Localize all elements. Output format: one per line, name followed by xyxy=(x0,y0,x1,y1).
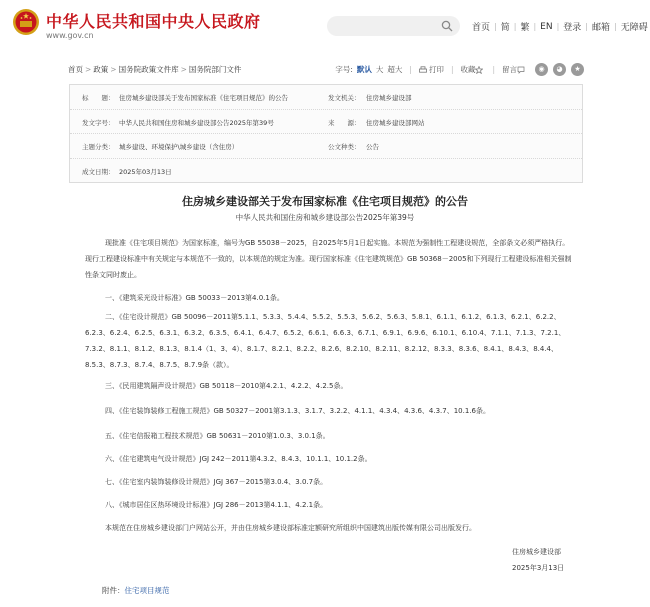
article-item-2: 二、《住宅设计规范》GB 50096－2011第5.1.1、5.3.3、5.4.4、5.5.2、5.5.3、5.6.2、5.6.3、5.8.1、6.1.1、6.1.2、6.1.3、6.2.1、6.2.2、6.2.3、6.2.4、6.2.5、6.3.1、6.3.2、6.3.5、6.4.1、6.4.7、6.5.2、6.6.1、6.6.3、6.7.1、6.9.1、6.9.6、6.10.1、6.10.4、7.1.1、7.1.3、7.2.1、7.3.2、8.1.1、8.1.2、8.1.3、8.1.4（1、3、4）、8.1.7、8.2.1、8.2.2、8.2.6、8.2.10、8.2.11、8.2.12、8.3.3、8.3.6、8.4.1、8.4.3、8.4.4、8.5.3、8.7.3、8.7.4、8.7.5、8.7.9条（款）。 xyxy=(85,313,566,369)
article-subtitle: 中华人民共和国住房和城乡建设部公告2025年第39号 xyxy=(235,213,415,222)
print-label: 打印 xyxy=(428,64,444,74)
breadcrumb: 首页 > 政策 > 国务院政策文件库 > 国务院部门文件 xyxy=(68,64,242,74)
attachment-link[interactable]: 住宅项目规范 xyxy=(124,586,170,595)
info-date-value: 2025年03月13日 xyxy=(119,167,172,176)
site-url: www.gov.cn xyxy=(46,31,94,40)
search-icon[interactable] xyxy=(441,20,453,32)
nav-login[interactable]: 登录 xyxy=(563,23,582,33)
weibo-share-icon[interactable]: ◉ xyxy=(535,63,548,76)
nav-traditional[interactable]: 繁 xyxy=(520,23,530,33)
article-item-5: 五、《住宅信报箱工程技术规范》GB 50631－2010第1.0.3、3.0.1条。 xyxy=(105,432,330,440)
info-type-label: 公文种类： xyxy=(328,143,361,151)
favorite-label: 收藏 xyxy=(460,64,476,74)
info-issuer-value: 住房城乡建设部 xyxy=(366,94,412,102)
comment-button[interactable] xyxy=(500,64,529,75)
nav-home[interactable]: 首页 xyxy=(472,23,491,33)
signature-org: 住房城乡建设部 xyxy=(512,548,561,556)
nav-english[interactable]: EN xyxy=(540,21,553,32)
info-topic-value: 城乡建设、环境保护\城乡建设（含住房） xyxy=(119,143,239,151)
top-nav: 首页 | 简 | 繁 | EN | 登录 | 邮箱 | 无障碍 xyxy=(468,20,650,33)
site-header xyxy=(0,0,650,46)
breadcrumb-policy[interactable]: 政策 xyxy=(93,64,109,74)
breadcrumb-department-docs[interactable]: 国务院部门文件 xyxy=(188,64,242,74)
article-item-1: 一、《建筑采光设计标准》GB 50033－2013第4.0.1条。 xyxy=(105,294,284,302)
article-item-4: 四、《住宅装饰装修工程施工规范》GB 50327－2001第3.1.3、3.1.7、3.2.2、4.1.1、4.3.4、4.3.6、4.3.7、10.1.6条。 xyxy=(105,407,490,415)
favorite-button[interactable] xyxy=(458,64,487,75)
info-date-label: 成文日期： xyxy=(82,167,115,176)
comment-icon xyxy=(517,66,525,74)
info-row-title xyxy=(70,85,582,110)
article-item-3: 三、《民用建筑隔声设计规范》GB 50118－2010第4.2.1、4.2.2、4.2.5条。 xyxy=(105,382,348,390)
attachment xyxy=(102,585,170,596)
comment-label: 留言 xyxy=(502,64,517,74)
font-size-default[interactable]: 默认 xyxy=(356,64,372,74)
site-title[interactable]: 中华人民共和国中央人民政府 xyxy=(46,12,261,31)
share-buttons xyxy=(535,63,584,76)
info-title-label: 标 题： xyxy=(82,94,115,102)
article-item-6: 六、《住宅建筑电气设计规范》JGJ 242－2011第4.3.2、8.4.3、10.1.1、10.1.2条。 xyxy=(105,455,372,463)
nav-mail[interactable]: 邮箱 xyxy=(592,23,611,33)
nav-accessibility[interactable]: 无障碍 xyxy=(620,23,648,33)
info-docno-value: 中华人民共和国住房和城乡建设部公告2025年第39号 xyxy=(119,118,274,127)
wechat-share-icon[interactable]: ◕ xyxy=(553,63,566,76)
article-paragraph-intro: 现批准《住宅项目规范》为国家标准，编号为GB 55038－2025，自2025年5月1日起实施。本规范为强制性工程建设规范，全部条文必须严格执行。现行工程建设标准中有关规定与本规范不一致的，以本规范的规定为准。现行国家标准《住宅建筑规范》GB 50368－2005和下列现行工程建设标准相关强制性条文同时废止。 xyxy=(85,239,572,279)
article-item-7: 七、《住宅室内装饰装修设计规范》JGJ 367－2015第3.0.4、3.0.7条。 xyxy=(105,478,328,486)
font-size-label: 字号: xyxy=(335,64,353,74)
print-icon xyxy=(419,66,427,74)
info-row-date xyxy=(70,159,582,184)
info-docno-label: 发文字号： xyxy=(82,118,115,127)
qzone-share-icon[interactable]: ★ xyxy=(571,63,584,76)
breadcrumb-policy-library[interactable]: 国务院政策文件库 xyxy=(118,64,179,74)
attachment-label: 附件： xyxy=(102,586,125,595)
article-paragraph-publish: 本规范在住房城乡建设部门户网站公开，并由住房城乡建设部标准定额研究所组织中国建筑出版传媒有限公司出版发行。 xyxy=(105,524,476,532)
star-icon xyxy=(475,66,483,74)
info-source-label: 来 源： xyxy=(328,118,361,127)
article-tools: 字号: 默认 大 超大 | 打印 | 收藏 | 留言 ◉ ◕ ★ xyxy=(333,58,584,80)
info-topic-label: 主题分类： xyxy=(82,143,115,151)
article-item-8: 八、《城市居住区热环境设计标准》JGJ 286－2013第4.1.1、4.2.1条。 xyxy=(105,501,328,509)
national-emblem-icon[interactable] xyxy=(12,8,40,36)
info-type-value: 公告 xyxy=(366,143,379,151)
print-button[interactable] xyxy=(417,64,446,75)
font-size-xlarge[interactable]: 超大 xyxy=(387,64,403,74)
nav-simplified[interactable]: 简 xyxy=(500,23,510,33)
info-issuer-label: 发文机关： xyxy=(328,94,361,102)
font-size-large[interactable]: 大 xyxy=(375,64,384,74)
document-info-table xyxy=(69,84,583,183)
info-source-value: 住房城乡建设部网站 xyxy=(366,118,425,127)
info-row-docno xyxy=(70,110,582,135)
info-title-value: 住房城乡建设部关于发布国家标准《住宅项目规范》的公告 xyxy=(119,94,288,102)
search-input[interactable] xyxy=(327,16,460,36)
breadcrumb-toolbar xyxy=(68,58,584,80)
breadcrumb-home[interactable]: 首页 xyxy=(68,64,83,74)
info-row-topic xyxy=(70,134,582,159)
signature-date: 2025年3月13日 xyxy=(512,564,565,572)
article-title: 住房城乡建设部关于发布国家标准《住宅项目规范》的公告 xyxy=(182,195,468,208)
